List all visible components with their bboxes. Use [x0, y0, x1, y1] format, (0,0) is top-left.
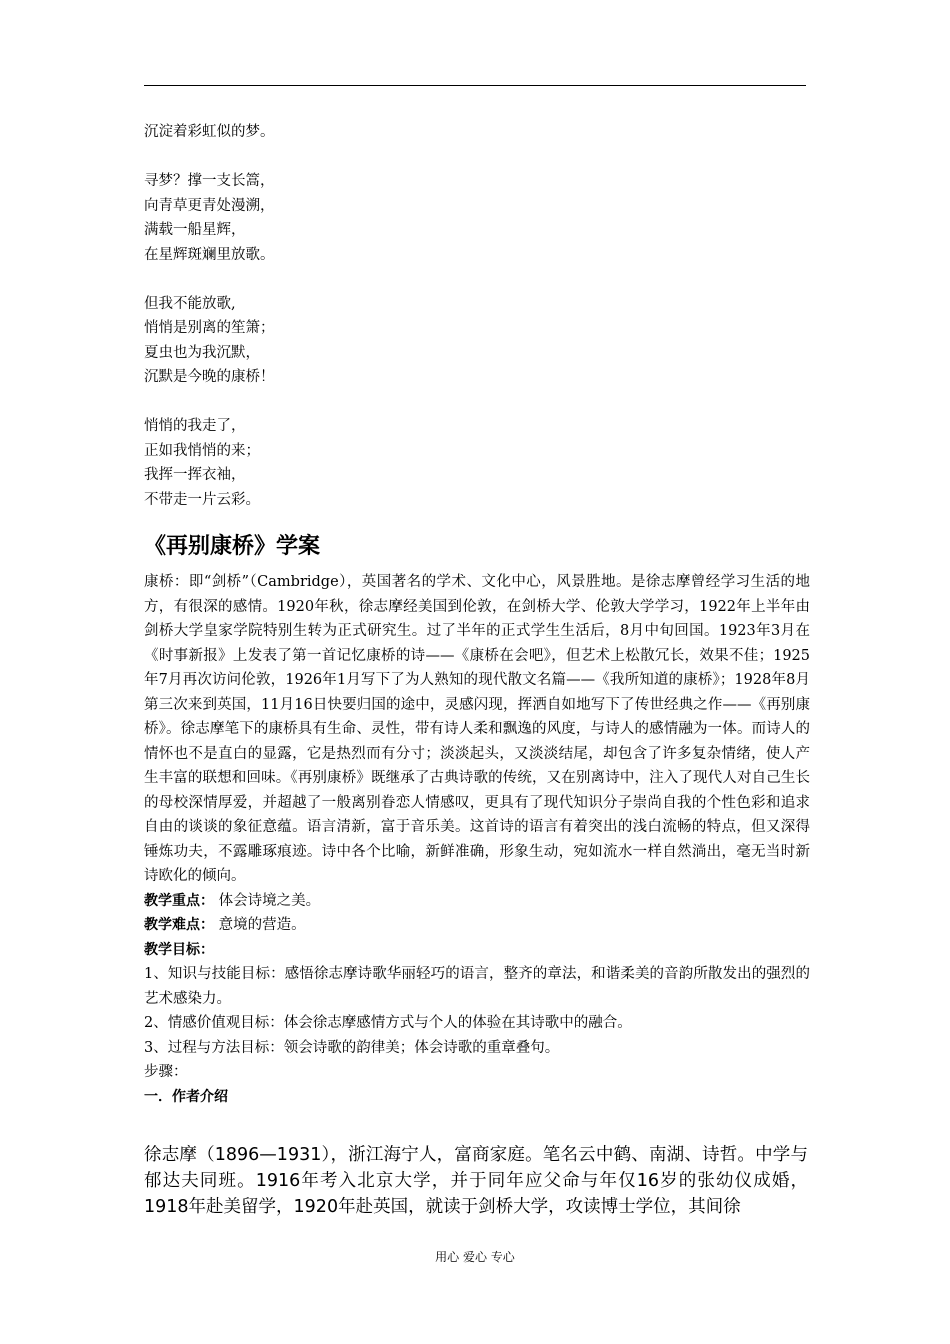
poem-line: 正如我悄悄的来； [144, 442, 260, 459]
poem-line: 寻梦？撑一支长篙， [144, 173, 275, 189]
poem-line: 在星辉斑斓里放歌。 [144, 246, 275, 263]
lesson-body [144, 570, 810, 1109]
author-paragraph: 徐志摩（1896—1931），浙江海宁人，富商家庭。笔名云中鹤、南湖、诗哲。中学与郁达夫同班。1916年考入北京大学，并于同年应父命与年仅16岁的张幼仪成婚，1918年赴美留学，1920年赴英国，就读于剑桥大学，攻读博士学位，其间徐 [144, 1145, 808, 1217]
poem-stanza [144, 414, 806, 512]
poem-excerpt [144, 120, 806, 512]
key-point-label: 教学重点： [144, 892, 214, 909]
key-point-value: 体会诗境之美。 [218, 892, 321, 909]
poem-stanza [144, 120, 806, 145]
objectives-row [144, 938, 810, 963]
poem-line: 满载一船星辉， [144, 222, 246, 238]
poem-line: 悄悄是别离的笙箫； [144, 320, 275, 336]
difficulty-label: 教学难点： [144, 917, 214, 933]
poem-line: 向青草更青处漫溯， [144, 197, 275, 214]
objective-item: 1、知识与技能目标：感悟徐志摩诗歌华丽轻巧的语言，整齐的章法，和谐柔美的音韵所散发出的强烈的艺术感染力。 [144, 966, 810, 1007]
difficulty-row [144, 913, 810, 938]
poem-stanza [144, 292, 806, 390]
poem-line: 但我不能放歌, [144, 295, 236, 312]
objective-item: 2、情感价值观目标：体会徐志摩感情方式与个人的体验在其诗歌中的融合。 [144, 1015, 632, 1031]
poem-stanza [144, 169, 806, 267]
poem-line: 悄悄的我走了， [144, 418, 246, 434]
poem-line: 沉淀着彩虹似的梦。 [144, 124, 275, 140]
steps-label: 步骤： [144, 1064, 188, 1080]
header-rule [144, 85, 806, 86]
difficulty-value: 意境的营造。 [218, 917, 306, 933]
section-heading: 一．作者介绍 [144, 1088, 228, 1105]
poem-line: 沉默是今晚的康桥！ [144, 369, 275, 385]
intro-paragraph: 康桥：即“剑桥”（Cambridge），英国著名的学术、文化中心，风景胜地。是徐志摩曾经学习生活的地方，有很深的感情。1920年秋，徐志摩经美国到伦敦，在剑桥大学、伦敦大学学习，1922年上半年由剑桥大学皇家学院特别生转为正式研究生。过了半年的正式学生生活后，8月中旬回国。1923年3月在《时事新报》上发表了第一首记忆康桥的诗——《康桥在会吧》，但艺术上松散冗长，效果不佳；1925年7月再次访问伦敦，1926年1月写下了为人熟知的现代散文名篇——《我所知道的康桥》；1928年8月第三次来到英国，11月16日快要归国的途中，灵感闪现，挥洒自如地写下了传世经典之作——《再别康桥》。徐志摩笔下的康桥具有生命、灵性，带有诗人柔和飘逸的风度，与诗人的感情融为一体。而诗人的情怀也不是直白的显露，它是热烈而有分寸；淡淡起头，又淡淡结尾，却包含了许多复杂情绪，使人产生丰富的联想和回味。《再别康桥》既继承了古典诗歌的传统，又在别离诗中，注入了现代人对自己生长的母校深情厚爱，并超越了一般离别眷恋人情感叹，更具有了现代知识分子崇尚自我的个性色彩和追求自由的谈谈的象征意蕴。语言清新，富于音乐美。这首诗的语言有着突出的浅白流畅的特点，但又深得锤炼功夫，不露雕琢痕迹。诗中各个比喻，新鲜准确，形象生动，宛如流水一样自然淌出，毫无当时新诗欧化的倾向。 [144, 574, 810, 884]
page-title: 《再别康桥》学案 [144, 534, 321, 559]
objectives-label: 教学目标： [144, 941, 214, 958]
page-footer: 用心 爱心 专心 [435, 1250, 515, 1264]
objective-item: 3、过程与方法目标：领会诗歌的韵律美；体会诗歌的重章叠句。 [144, 1039, 560, 1056]
key-point-row [144, 889, 810, 914]
poem-line: 我挥一挥衣袖， [144, 467, 246, 483]
poem-line: 不带走一片云彩。 [144, 491, 260, 508]
poem-line: 夏虫也为我沉默， [144, 344, 260, 361]
